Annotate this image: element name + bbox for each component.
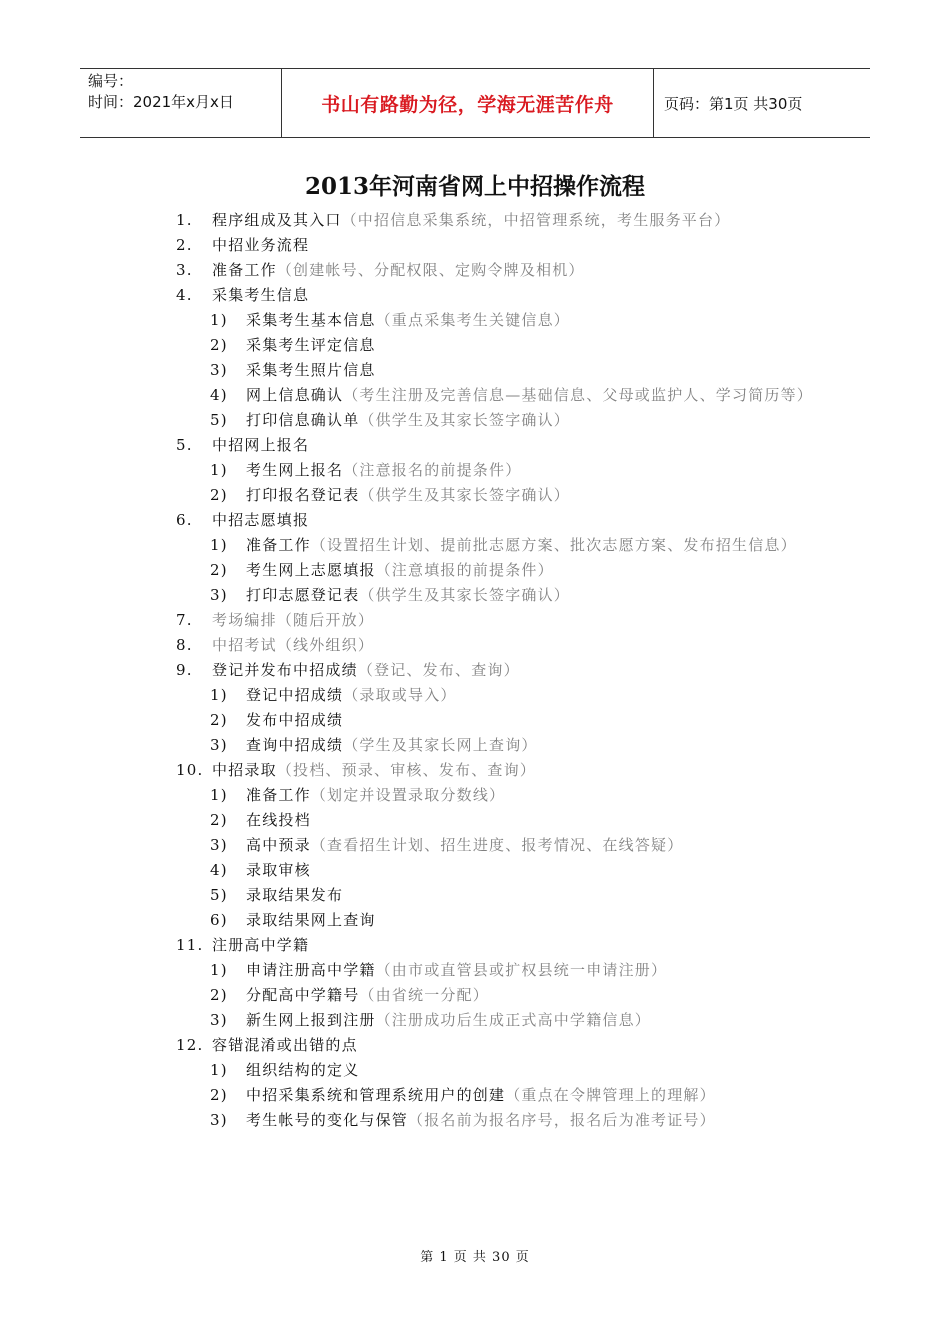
sub-list-item [176, 733, 816, 758]
list-item-note: （创建帐号、分配权限、定购令牌及相机） [276, 261, 585, 279]
list-item-text-block [212, 633, 816, 658]
header-page-info: 页码：第1页 共30页 [664, 94, 803, 113]
list-item-number: 10. [176, 761, 204, 779]
sub-item-label: 准备工作 [246, 536, 311, 554]
sub-item-label: 打印信息确认单 [246, 411, 360, 429]
sub-list-item [176, 883, 816, 908]
list-item-text-block [212, 608, 816, 633]
sub-item-label: 新生网上报到注册 [246, 1011, 376, 1029]
sub-item-number: 2) [210, 811, 228, 829]
list-item-text-block [212, 433, 816, 458]
sub-item-label: 打印报名登记表 [246, 486, 360, 504]
sub-list-item [176, 808, 816, 833]
sub-item-label: 高中预录 [246, 836, 311, 854]
list-item-note: （中招信息采集系统，中招管理系统，考生服务平台） [341, 211, 731, 229]
sub-item-label: 考生帐号的变化与保管 [246, 1111, 409, 1129]
sub-item-label: 查询中招成绩 [246, 736, 344, 754]
sub-item-text-block [246, 983, 816, 1008]
sub-item-number: 3) [210, 1011, 228, 1029]
list-item-number: 3. [176, 261, 193, 279]
sub-item-label: 准备工作 [246, 786, 311, 804]
list-item [176, 658, 816, 683]
list-item-number: 5. [176, 436, 193, 454]
list-item-label: 容错混淆或出错的点 [212, 1036, 358, 1054]
sub-item-number: 1) [210, 686, 228, 704]
sub-item-text-block [246, 408, 816, 433]
sub-item-text-block [246, 558, 816, 583]
sub-item-number: 2) [210, 986, 228, 1004]
list-item-number: 8. [176, 636, 193, 654]
list-item [176, 283, 816, 308]
list-item [176, 508, 816, 533]
list-item-number: 11. [176, 936, 204, 954]
sub-item-note: （注意填报的前提条件） [375, 561, 554, 579]
list-item [176, 1033, 816, 1058]
sub-item-note: （由市或直管县或扩权县统一申请注册） [375, 961, 668, 979]
sub-item-label: 考生网上志愿填报 [246, 561, 376, 579]
list-item-label: 中招考试 [212, 636, 277, 654]
sub-list-item [176, 533, 816, 558]
list-item-number: 6. [176, 511, 193, 529]
document-time-label: 时间：2021年x月x日 [88, 93, 234, 111]
sub-item-text-block [246, 1108, 816, 1133]
list-item-label: 程序组成及其入口 [212, 211, 342, 229]
header-motto: 书山有路勤为径，学海无涯苦作舟 [282, 69, 654, 137]
list-item-label: 准备工作 [212, 261, 277, 279]
list-item-text-block [212, 508, 816, 533]
sub-list-item [176, 958, 816, 983]
sub-item-note: （重点采集考生关键信息） [375, 311, 571, 329]
page-footer: 第 1 页 共 30 页 [420, 1250, 530, 1265]
list-item-note: （随后开放） [276, 611, 375, 629]
list-item-text-block [212, 658, 816, 683]
list-item [176, 608, 816, 633]
list-item [176, 433, 816, 458]
document-title: 2013年河南省网上中招操作流程 [304, 173, 645, 200]
document-number-label: 编号： [88, 72, 134, 90]
sub-item-text-block [246, 858, 816, 883]
sub-item-text-block [246, 908, 816, 933]
list-item-number: 12. [176, 1036, 204, 1054]
sub-item-label: 网上信息确认 [246, 386, 344, 404]
document-header [80, 68, 870, 138]
sub-item-note: （供学生及其家长签字确认） [359, 411, 571, 429]
sub-item-label: 分配高中学籍号 [246, 986, 360, 1004]
list-item-number: 1. [176, 211, 193, 229]
sub-item-text-block [246, 483, 816, 508]
sub-list-item [176, 483, 816, 508]
list-item-label: 中招志愿填报 [212, 511, 310, 529]
sub-item-number: 3) [210, 586, 228, 604]
list-item-text-block [212, 933, 816, 958]
sub-item-text-block [246, 783, 816, 808]
sub-item-text-block [246, 308, 816, 333]
sub-item-label: 中招采集系统和管理系统用户的创建 [246, 1086, 506, 1104]
list-item-label: 中招录取 [212, 761, 277, 779]
sub-item-note: （注册成功后生成正式高中学籍信息） [375, 1011, 652, 1029]
sub-item-text-block [246, 583, 816, 608]
sub-item-text-block [246, 1008, 816, 1033]
list-item-text-block [212, 258, 816, 283]
sub-item-label: 录取结果网上查询 [246, 911, 376, 929]
sub-item-text-block [246, 808, 816, 833]
sub-item-number: 4) [210, 861, 228, 879]
sub-item-text-block [246, 358, 816, 383]
list-item-number: 9. [176, 661, 193, 679]
sub-list-item [176, 1058, 816, 1083]
header-meta-cell [80, 69, 282, 137]
sub-list-item [176, 983, 816, 1008]
sub-item-note: （查看招生计划、招生进度、报考情况、在线答疑） [310, 836, 684, 854]
sub-item-number: 1) [210, 961, 228, 979]
sub-list-item [176, 708, 816, 733]
sub-item-number: 2) [210, 486, 228, 504]
sub-item-number: 5) [210, 411, 228, 429]
list-item-note: （线外组织） [276, 636, 375, 654]
list-item [176, 758, 816, 783]
sub-item-number: 3) [210, 1111, 228, 1129]
sub-item-note: （设置招生计划、提前批志愿方案、批次志愿方案、发布招生信息） [310, 536, 797, 554]
sub-item-text-block [246, 383, 816, 408]
list-item-text-block [212, 208, 816, 233]
sub-list-item [176, 858, 816, 883]
sub-item-note: （供学生及其家长签字确认） [359, 486, 571, 504]
sub-item-number: 2) [210, 336, 228, 354]
sub-list-item [176, 383, 816, 408]
list-item-label: 考场编排 [212, 611, 277, 629]
sub-item-note: （重点在令牌管理上的理解） [505, 1086, 716, 1104]
sub-list-item [176, 1008, 816, 1033]
list-item-label: 采集考生信息 [212, 286, 310, 304]
list-item [176, 233, 816, 258]
sub-item-label: 打印志愿登记表 [246, 586, 360, 604]
list-item [176, 633, 816, 658]
sub-list-item [176, 908, 816, 933]
list-item-number: 7. [176, 611, 193, 629]
sub-item-note: （供学生及其家长签字确认） [359, 586, 571, 604]
sub-item-number: 4) [210, 386, 228, 404]
sub-item-label: 采集考生基本信息 [246, 311, 376, 329]
list-item-text-block [212, 283, 816, 308]
sub-item-note: （考生注册及完善信息—基础信息、父母或监护人、学习简历等） [343, 386, 814, 404]
process-steps-list [176, 208, 816, 1133]
sub-list-item [176, 683, 816, 708]
list-item-text-block [212, 758, 816, 783]
sub-list-item [176, 1083, 816, 1108]
sub-item-label: 考生网上报名 [246, 461, 344, 479]
list-item-label: 中招业务流程 [212, 236, 310, 254]
sub-item-label: 采集考生评定信息 [246, 336, 376, 354]
sub-item-label: 发布中招成绩 [246, 711, 344, 729]
sub-item-text-block [246, 833, 816, 858]
sub-list-item [176, 458, 816, 483]
sub-list-item [176, 583, 816, 608]
sub-item-label: 申请注册高中学籍 [246, 961, 376, 979]
sub-item-text-block [246, 333, 816, 358]
sub-item-number: 5) [210, 886, 228, 904]
sub-list-item [176, 308, 816, 333]
list-item [176, 933, 816, 958]
sub-list-item [176, 1108, 816, 1133]
sub-item-number: 6) [210, 911, 228, 929]
sub-item-label: 组织结构的定义 [246, 1061, 360, 1079]
sub-list-item [176, 408, 816, 433]
sub-item-note: （报名前为报名序号，报名后为准考证号） [408, 1111, 716, 1129]
sub-item-number: 1) [210, 461, 228, 479]
sub-list-item [176, 333, 816, 358]
sub-list-item [176, 783, 816, 808]
sub-item-note: （学生及其家长网上查询） [343, 736, 538, 754]
sub-item-number: 1) [210, 1061, 228, 1079]
sub-item-number: 3) [210, 836, 228, 854]
sub-item-text-block [246, 683, 816, 708]
sub-item-label: 录取审核 [246, 861, 311, 879]
list-item-number: 4. [176, 286, 193, 304]
sub-item-label: 采集考生照片信息 [246, 361, 376, 379]
sub-list-item [176, 833, 816, 858]
sub-item-number: 2) [210, 1086, 228, 1104]
sub-item-number: 1) [210, 311, 228, 329]
sub-item-text-block [246, 533, 816, 558]
sub-item-text-block [246, 883, 816, 908]
sub-item-text-block [246, 1058, 816, 1083]
sub-list-item [176, 558, 816, 583]
list-item-note: （投档、预录、审核、发布、查询） [276, 761, 537, 779]
list-item-text-block [212, 233, 816, 258]
sub-item-note: （由省统一分配） [359, 986, 490, 1004]
list-item-number: 2. [176, 236, 193, 254]
list-item [176, 258, 816, 283]
sub-item-number: 1) [210, 786, 228, 804]
sub-item-text-block [246, 1083, 816, 1108]
sub-item-number: 1) [210, 536, 228, 554]
list-item-label: 注册高中学籍 [212, 936, 310, 954]
list-item-label: 中招网上报名 [212, 436, 310, 454]
list-item-label: 登记并发布中招成绩 [212, 661, 358, 679]
sub-item-number: 3) [210, 361, 228, 379]
sub-list-item [176, 358, 816, 383]
sub-item-number: 3) [210, 736, 228, 754]
list-item-note: （登记、发布、查询） [357, 661, 520, 679]
sub-item-text-block [246, 958, 816, 983]
list-item-text-block [212, 1033, 816, 1058]
sub-item-label: 录取结果发布 [246, 886, 344, 904]
sub-item-text-block [246, 708, 816, 733]
list-item [176, 208, 816, 233]
sub-item-label: 在线投档 [246, 811, 311, 829]
sub-item-label: 登记中招成绩 [246, 686, 344, 704]
sub-item-text-block [246, 733, 816, 758]
sub-item-number: 2) [210, 561, 228, 579]
sub-item-text-block [246, 458, 816, 483]
sub-item-number: 2) [210, 711, 228, 729]
sub-item-note: （划定并设置录取分数线） [310, 786, 506, 804]
sub-item-note: （录取或导入） [343, 686, 457, 704]
sub-item-note: （注意报名的前提条件） [343, 461, 522, 479]
